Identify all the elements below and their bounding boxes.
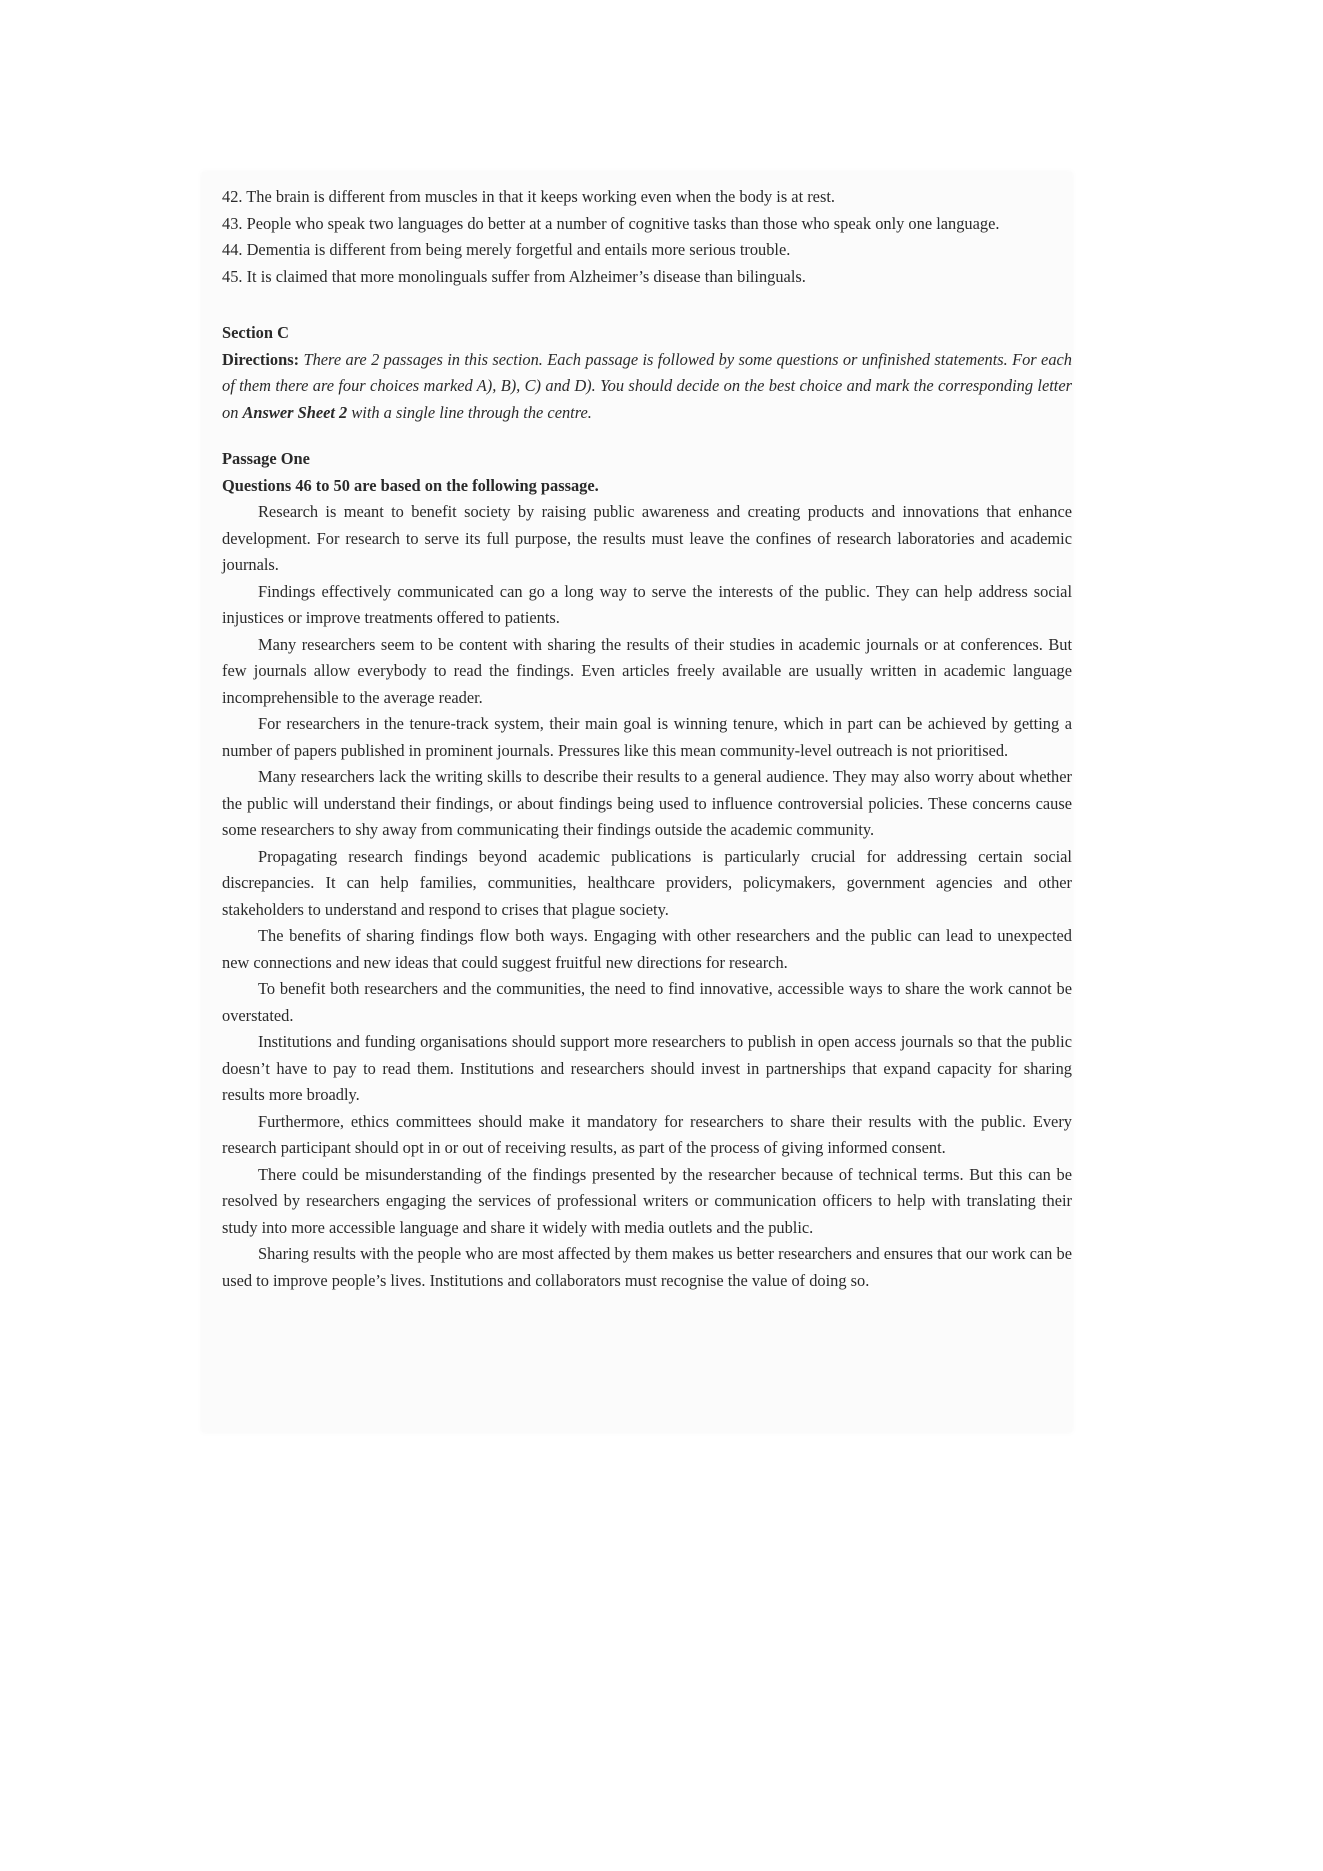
statement-item: 45. It is claimed that more monolinguals suffer from Alzheimer’s disease than bilinguals. [222, 266, 806, 286]
statement-list [222, 184, 1072, 290]
questions-range: Questions 46 to 50 are based on the following passage. [222, 475, 599, 495]
passage-paragraph: Furthermore, ethics committees should make it mandatory for researchers to share their results with the public. Every research participant should opt in or out of receiving results, as part of the process of giving informed consent. [222, 1111, 1072, 1157]
statement-item: 43. People who speak two languages do better at a number of cognitive tasks than those who speak only one language. [222, 213, 1000, 233]
passage-paragraph: Research is meant to benefit society by raising public awareness and creating products and innovations that enhance development. For research to serve its full purpose, the results must leave the confines of research laboratories and academic journals. [222, 502, 1072, 574]
passage-paragraph: Institutions and funding organisations should support more researchers to publish in open access journals so that the public doesn’t have to pay to read them. Institutions and researchers should invest in partnerships that expand capacity for sharing results more broadly. [222, 1032, 1072, 1104]
section-directions [222, 347, 1072, 427]
statement-item: 42. The brain is different from muscles in that it keeps working even when the body is at rest. [222, 187, 835, 206]
passage-paragraph: There could be misunderstanding of the findings presented by the researcher because of technical terms. But this can be resolved by researchers engaging the services of professional writers or communication officers to help with translating their study into more accessible language and share it widely with media outlets and the public. [222, 1164, 1072, 1237]
passage-paragraph: Many researchers lack the writing skills to describe their results to a general audience. They may also worry about whether the public will understand their findings, or about findings being used to influence controversial policies. These concerns cause some researchers to shy away from communicating their findings outside the academic community. [222, 767, 1072, 839]
passage-paragraph: Sharing results with the people who are most affected by them makes us better researchers and ensures that our work can be used to improve people’s lives. Institutions and collaborators must recognise the value of doing so. [222, 1244, 1072, 1290]
passage-paragraph: Propagating research findings beyond academic publications is particularly crucial for addressing certain social discrepancies. It can help families, communities, healthcare providers, policymakers, government agencies and other stakeholders to understand and respond to crises that plague society. [222, 846, 1072, 919]
directions-text-end: with a single line through the centre. [347, 402, 592, 422]
directions-text: There are 2 passages in this section. Each passage is followed by some questions or unfinished statements. For each of them there are four choices marked A), B), C) and D). You should decide on the best choice and mark the corresponding letter on [222, 349, 1072, 422]
passage-title: Passage One [222, 449, 310, 468]
document-content [222, 184, 1072, 1294]
section-title: Section C [222, 323, 289, 342]
passage-paragraph: Findings effectively communicated can go a long way to serve the interests of the public. They can help address social injustices or improve treatments offered to patients. [222, 581, 1072, 627]
directions-label: Directions: [222, 349, 300, 369]
passage-paragraph: Many researchers seem to be content with sharing the results of their studies in academic journals or at conferences. But few journals allow everybody to read the findings. Even articles freely available are usually written in academic language incomprehensible to the average reader. [222, 634, 1072, 707]
passage-paragraph: To benefit both researchers and the communities, the need to find innovative, accessible ways to share the work cannot be overstated. [222, 979, 1072, 1025]
passage-body [222, 499, 1072, 1294]
answer-sheet-label: Answer Sheet 2 [242, 402, 348, 422]
passage-paragraph: The benefits of sharing findings flow both ways. Engaging with other researchers and the public can lead to unexpected new connections and new ideas that could suggest fruitful new directions for research. [222, 926, 1072, 972]
statement-item: 44. Dementia is different from being merely forgetful and entails more serious trouble. [222, 240, 791, 259]
passage-paragraph: For researchers in the tenure-track system, their main goal is winning tenure, which in part can be achieved by getting a number of papers published in prominent journals. Pressures like this mean community-level outreach is not prioritised. [222, 714, 1072, 760]
